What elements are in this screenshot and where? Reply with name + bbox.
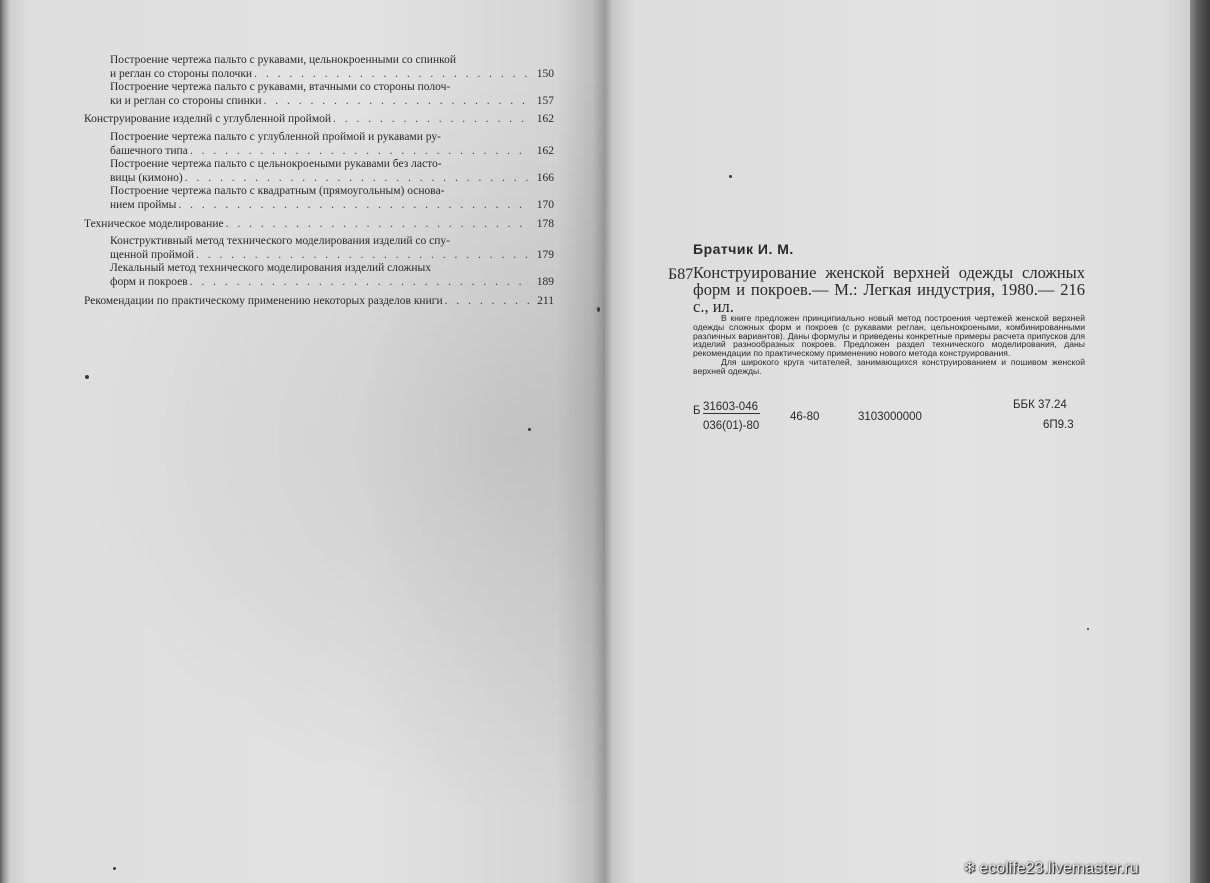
book-title: Конструирование женской верхней одежды сложных форм и покроев.— М.: Легкая индустрия, 1980.— 216 с., ил. [693, 263, 1085, 316]
udc-code: 6П9.3 [1043, 419, 1074, 431]
toc-line [110, 158, 554, 172]
toc-leader-dots [194, 249, 530, 263]
toc-leader-dots [224, 218, 530, 232]
paper-speck [1087, 628, 1089, 630]
toc-line [84, 218, 554, 232]
right-page [605, 0, 1190, 883]
toc-line [110, 81, 554, 95]
index-letter: Б [693, 405, 701, 417]
toc-leader-dots [331, 113, 530, 127]
toc-text: форм и покроев [110, 275, 188, 288]
toc-leader-dots [443, 295, 530, 309]
toc-line [110, 172, 554, 186]
toc-line [110, 249, 554, 263]
toc-spacer [84, 108, 554, 112]
toc-line [110, 95, 554, 109]
toc-line [110, 235, 554, 249]
toc-page-number: 170 [536, 198, 554, 211]
toc-line [110, 262, 554, 276]
toc-line [84, 113, 554, 127]
toc-text: Техническое моделирование [84, 217, 224, 230]
toc-line [110, 131, 554, 145]
toc-line [110, 145, 554, 159]
toc-text: Рекомендации по практическому применению некоторых разделов книги [84, 294, 443, 307]
toc-line [110, 54, 554, 68]
toc-text: вицы (кимоно) [110, 171, 183, 184]
snowflake-icon: ❄ [963, 860, 977, 877]
index-top: 31603-046 [703, 401, 758, 413]
table-of-contents [84, 54, 554, 312]
paper-speck [597, 307, 600, 312]
annotation [693, 314, 1085, 376]
paper-speck [729, 175, 732, 178]
toc-page-number: 162 [536, 144, 554, 157]
index-right: 46-80 [790, 411, 820, 423]
toc-page-number: 162 [536, 113, 554, 126]
toc-page-number: 178 [536, 217, 554, 230]
toc-page-number: 150 [536, 67, 554, 80]
book-edge [1190, 0, 1210, 883]
annotation-paragraph: В книге предложен принципиально новый метод построения чертежей женской верхней одежды сложных форм и покроев (с рукавами реглан, цельнокроеными, комбинированными различных вариантов). Даны формулы и приведены конкретные примеры расчета припусков для изделий разнообразных покроев. Предложен раздел технического моделирования, даны рекомендации по практическому применению нового метода конструирования. [693, 313, 1085, 359]
toc-leader-dots [252, 68, 530, 82]
watermark [963, 858, 1139, 878]
toc-entry [84, 235, 554, 262]
catalog-code: Б87 [668, 266, 694, 283]
toc-leader-dots [176, 199, 530, 213]
toc-page-number: 189 [536, 275, 554, 288]
annotation-paragraph: Для широкого круга читателей, занимающихся конструированием и пошивом женской верхней одежды. [693, 356, 1085, 376]
toc-spacer [84, 290, 554, 294]
paper-speck [528, 428, 531, 431]
toc-entry [84, 131, 554, 158]
toc-text: Построение чертежа пальто с рукавами, втачными со стороны полоч- [110, 81, 451, 94]
toc-entry [84, 185, 554, 212]
paper-speck [85, 375, 89, 379]
toc-leader-dots [188, 276, 530, 290]
toc-line [110, 199, 554, 213]
toc-text: Лекальный метод технического моделирования изделий сложных [110, 262, 432, 275]
toc-leader-dots [262, 95, 530, 109]
toc-line [84, 295, 554, 309]
toc-text: Построение чертежа пальто с квадратным (прямоугольным) основа- [110, 185, 445, 198]
toc-entry [84, 218, 554, 232]
toc-text: Конструирование изделий с углубленной проймой [84, 113, 331, 126]
toc-page-number: 211 [537, 294, 554, 307]
toc-text: Построение чертежа пальто с углубленной проймой и рукавами ру- [110, 130, 441, 143]
toc-text: и реглан со стороны полочки [110, 67, 253, 80]
toc-text: Конструктивный метод технического моделирования изделий со спу- [110, 235, 450, 248]
watermark-text: ecolife23.livemaster.ru [979, 860, 1139, 877]
author-name: Братчик И. М. [693, 241, 794, 257]
toc-line [110, 185, 554, 199]
toc-entry [84, 158, 554, 185]
toc-entry [84, 81, 554, 108]
bbk-code: ББК 37.24 [1013, 399, 1067, 411]
toc-line [110, 68, 554, 82]
catalog-number: 3103000000 [858, 411, 922, 423]
toc-page-number: 166 [536, 171, 554, 184]
toc-line [110, 276, 554, 290]
toc-text: щенной проймой [110, 248, 195, 261]
toc-entry [84, 295, 554, 309]
toc-text: нием проймы [110, 198, 177, 211]
toc-text: ки и реглан со стороны спинки [110, 94, 262, 107]
toc-entry [84, 54, 554, 81]
toc-leader-dots [188, 145, 530, 159]
toc-text: Построение чертежа пальто с цельнокроеными рукавами без ласто- [110, 158, 442, 171]
toc-entry [84, 113, 554, 127]
toc-entry [84, 262, 554, 289]
toc-spacer [84, 308, 554, 312]
paper-speck [113, 867, 116, 870]
toc-page-number: 157 [536, 94, 554, 107]
toc-text: Построение чертежа пальто с рукавами, цельнокроенными со спинкой [110, 54, 457, 66]
toc-leader-dots [183, 172, 530, 186]
index-bottom: 036(01)-80 [703, 420, 760, 432]
index-fraction-top [703, 401, 760, 413]
toc-spacer [84, 213, 554, 217]
toc-text: башечного типа [110, 144, 188, 157]
toc-page-number: 179 [536, 248, 554, 261]
